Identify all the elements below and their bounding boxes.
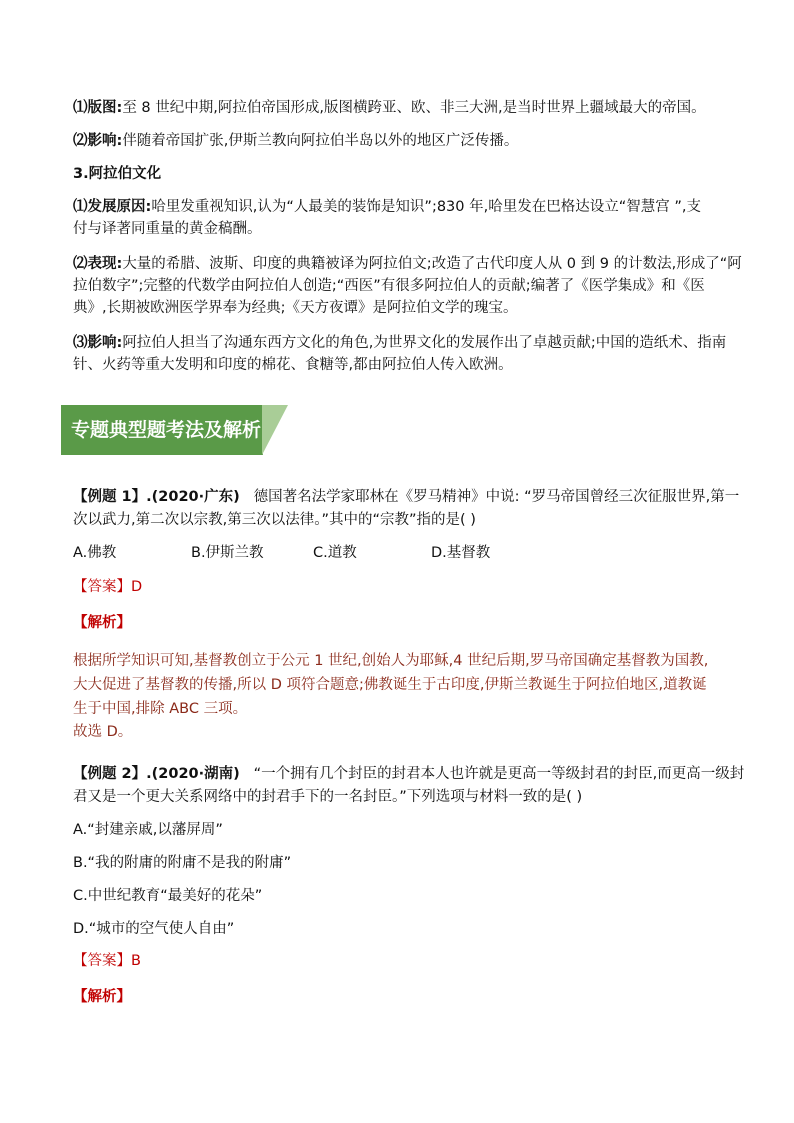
empire-influence-text: 伴随着帝国扩张,伊斯兰教向阿拉伯半岛以外的地区广泛传播。: [122, 133, 519, 149]
question-1-analysis-3: 生于中国,排除 ABC 三项。: [73, 701, 248, 717]
reason-line-2: 付与译著同重量的黄金稿酬。: [73, 221, 262, 237]
question-1-tag: 【例题 1】.(2020·广东): [73, 489, 240, 505]
reason-text-1: 哈里发重视知识,认为“人最美的装饰是知识”;830 年,哈里发在巴格达设立“智慧宫 ”,支: [151, 199, 701, 215]
question-2-option-c: C.中世纪教育“最美好的花朵”: [73, 888, 263, 904]
question-1-option-d: D.基督教: [431, 545, 491, 561]
question-2-answer: 【答案】B: [73, 953, 141, 969]
question-2-option-b: B.“我的附庸的附庸不是我的附庸”: [73, 855, 292, 871]
performance-text-1: 大量的希腊、波斯、印度的典籍被译为阿拉伯文;改造了古代印度人从 0 到 9 的计数法,形成了“阿: [122, 256, 742, 272]
culture-influence-line-2: 针、火药等重大发明和印度的棉花、食糖等,都由阿拉伯人传入欧洲。: [73, 357, 513, 373]
territory-label: ⑴版图:: [73, 100, 123, 116]
section-heading-arab-culture: 3.阿拉伯文化: [73, 166, 162, 182]
performance-line-2: 拉伯数字”;完整的代数学由阿拉伯人创造;“西医”有很多阿拉伯人的贡献;编著了《医学集成》和《医: [73, 278, 705, 294]
performance-line-1: [73, 253, 742, 275]
territory-line: [73, 97, 734, 119]
question-1-option-c: C.道教: [313, 545, 357, 561]
question-1-option-b: B.伊斯兰教: [191, 545, 264, 561]
performance-label: ⑵表现:: [73, 256, 123, 272]
question-1-stem-line-2: 次以武力,第二次以宗教,第三次以法律。”其中的“宗教”指的是( ): [73, 512, 476, 528]
culture-influence-label: ⑶影响:: [73, 335, 123, 351]
culture-influence-text-1: 阿拉伯人担当了沟通东西方文化的角色,为世界文化的发展作出了卓越贡献;中国的造纸术、指南: [122, 335, 727, 351]
question-1-options: [73, 542, 734, 564]
culture-influence-line-1: [73, 332, 734, 354]
territory-text: 至 8 世纪中期,阿拉伯帝国形成,版图横跨亚、欧、非三大洲,是当时世界上疆域最大的帝国。: [122, 100, 706, 116]
question-2-stem-line-1: [73, 763, 745, 785]
question-1-option-a: A.佛教: [73, 545, 117, 561]
section-banner: 专题典型题考法及解析: [61, 405, 263, 455]
question-2-analysis-label: 【解析】: [73, 989, 131, 1005]
question-1-analysis-label: 【解析】: [73, 615, 131, 631]
question-1-analysis-1: 根据所学知识可知,基督教创立于公元 1 世纪,创始人为耶稣,4 世纪后期,罗马帝国确定基督教为国教,: [73, 653, 709, 669]
question-2-stem-1: “一个拥有几个封臣的封君本人也许就是更高一等级封君的封臣,而更高一级封: [253, 766, 745, 782]
question-2-option-d: D.“城市的空气使人自由”: [73, 921, 235, 937]
question-1-stem-line-1: [73, 486, 740, 508]
question-1-stem-1: 德国著名法学家耶林在《罗马精神》中说: “罗马帝国曾经三次征服世界,第一: [253, 489, 740, 505]
question-2-option-a: A.“封建亲戚,以藩屏周”: [73, 822, 223, 838]
question-1-conclusion: 故选 D。: [73, 724, 133, 740]
reason-line-1: [73, 196, 734, 218]
performance-line-3: 典》,长期被欧洲医学界奉为经典;《天方夜谭》是阿拉伯文学的瑰宝。: [73, 300, 518, 316]
reason-label: ⑴发展原因:: [73, 199, 152, 215]
empire-influence-line: [73, 130, 734, 152]
question-1-analysis-2: 大大促进了基督教的传播,所以 D 项符合题意;佛教诞生于古印度,伊斯兰教诞生于阿拉伯地区,道教诞: [73, 677, 707, 693]
empire-influence-label: ⑵影响:: [73, 133, 123, 149]
question-2-tag: 【例题 2】.(2020·湖南): [73, 766, 240, 782]
question-1-answer: 【答案】D: [73, 579, 143, 595]
question-2-stem-line-2: 君又是一个更大关系网络中的封君手下的一名封臣。”下列选项与材料一致的是( ): [73, 789, 583, 805]
section-banner-tail: [262, 405, 288, 455]
